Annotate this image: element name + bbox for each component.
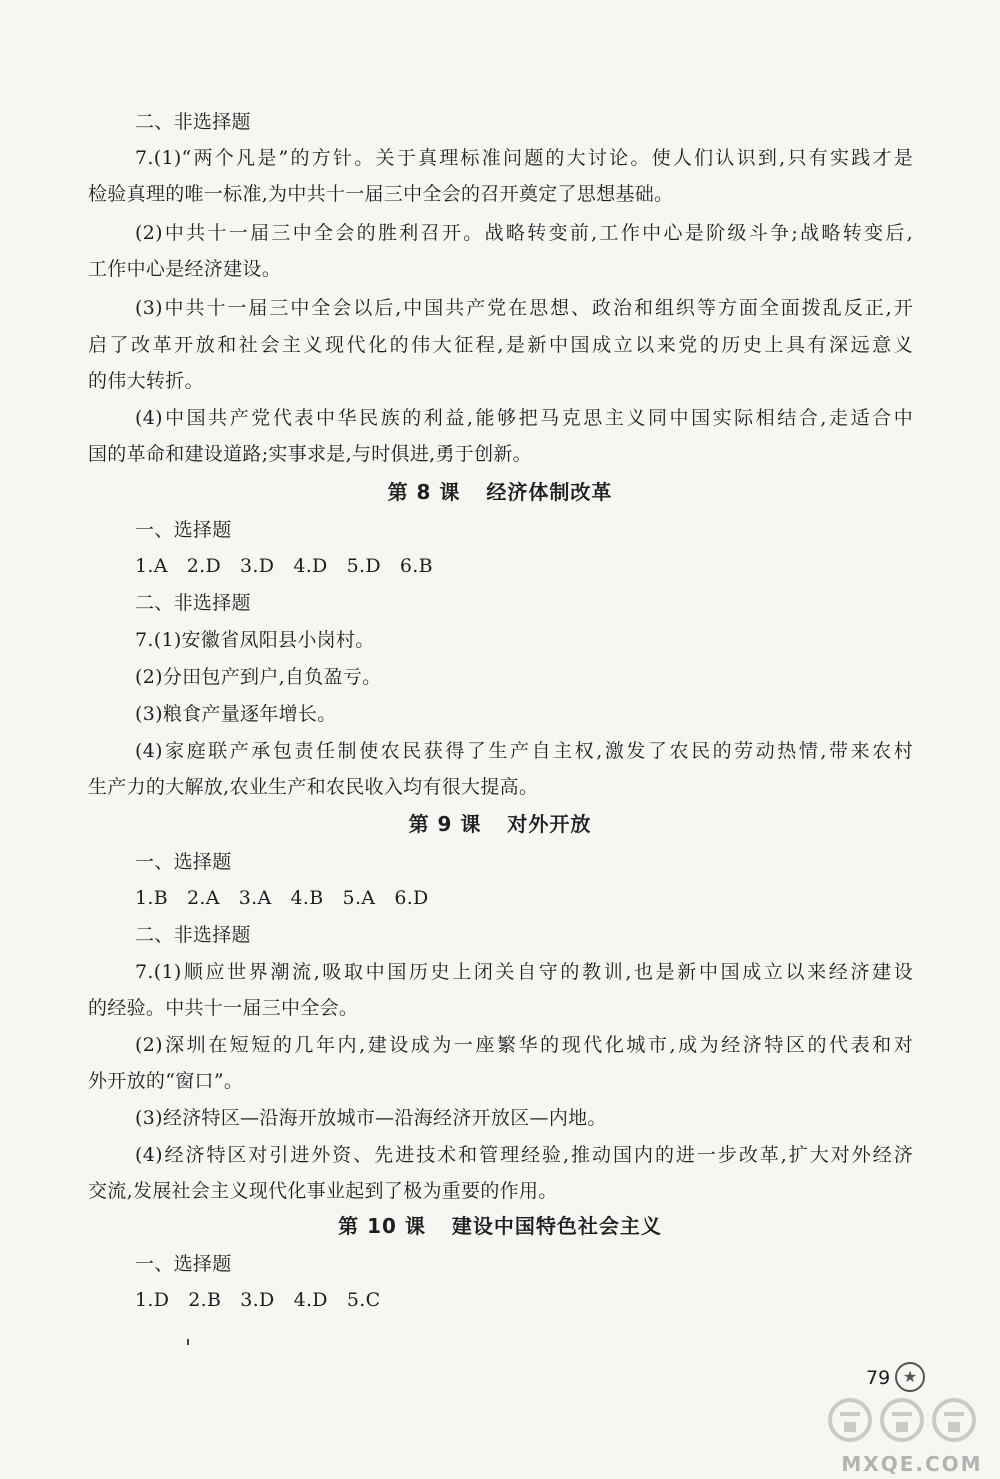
lesson-8-title: 经济体制改革 xyxy=(486,480,613,504)
lesson-9-answer-q7-4-line1: (4)经济特区对引进外资、先进技术和管理经验,推动国内的进一步改革,扩大对外经济 xyxy=(135,1144,913,1166)
answer-q7-1-line2: 检验真理的唯一标准,为中共十一届三中全会的召开奠定了思想基础。 xyxy=(88,183,674,205)
scan-speck xyxy=(187,1339,189,1345)
lesson-9-heading xyxy=(0,811,1000,837)
page-number: 79 xyxy=(866,1367,891,1389)
lesson-9-answer-q7-2-line2: 外开放的“窗口”。 xyxy=(88,1070,244,1092)
lesson-9-answer-q7-1-line2: 的经验。中共十一届三中全会。 xyxy=(88,997,359,1019)
lesson-8-answer-q7-4-line1: (4)家庭联产承包责任制使农民获得了生产自主权,激发了农民的劳动热情,带来农村 xyxy=(135,740,913,762)
lesson-9-choice-label: 一、选择题 xyxy=(135,851,232,873)
lesson-8-heading xyxy=(0,479,1000,505)
lesson-9-nonchoice-label: 二、非选择题 xyxy=(135,924,251,946)
answer-q7-4-line1: (4)中国共产党代表中华民族的利益,能够把马克思主义同中国实际相结合,走适合中 xyxy=(135,407,913,429)
lesson-8-answer-q7-1: 7.(1)安徽省凤阳县小岗村。 xyxy=(135,629,375,651)
lesson-9-answer-q7-2-line1: (2)深圳在短短的几年内,建设成为一座繁华的现代化城市,成为经济特区的代表和对 xyxy=(135,1034,913,1056)
answer-q7-3-line1: (3)中共十一届三中全会以后,中国共产党在思想、政治和组织等方面全面拨乱反正,开 xyxy=(135,297,913,319)
watermark-text: MXQE.COM xyxy=(841,1452,983,1476)
nonchoice-label: 二、非选择题 xyxy=(135,111,251,133)
lesson-10-number: 第 10 课 xyxy=(338,1214,426,1238)
answer-q7-3-line2: 启了改革开放和社会主义现代化的伟大征程,是新中国成立以来党的历史上具有深远意义 xyxy=(88,334,913,356)
lesson-10-heading xyxy=(0,1213,1000,1239)
lesson-9-number: 第 9 课 xyxy=(408,812,482,836)
answer-q7-2-line1: (2)中共十一届三中全会的胜利召开。战略转变前,工作中心是阶级斗争;战略转变后, xyxy=(135,222,913,244)
lesson-8-choice-label: 一、选择题 xyxy=(135,519,232,541)
answer-q7-2-line2: 工作中心是经济建设。 xyxy=(88,258,282,280)
lesson-9-title: 对外开放 xyxy=(507,812,592,836)
lesson-8-answer-q7-3: (3)粮食产量逐年增长。 xyxy=(135,703,337,725)
lesson-9-choice-answers: 1.B 2.A 3.A 4.B 5.A 6.D xyxy=(135,887,429,909)
lesson-10-title: 建设中国特色社会主义 xyxy=(451,1214,662,1238)
lesson-8-answer-q7-2: (2)分田包产到户,自负盈亏。 xyxy=(135,666,382,688)
lesson-10-choice-answers: 1.D 2.B 3.D 4.D 5.C xyxy=(135,1289,381,1311)
answer-q7-1-line1: 7.(1)“两个凡是”的方针。关于真理标准问题的大讨论。使人们认识到,只有实践才是 xyxy=(135,147,913,169)
lesson-8-choice-answers: 1.A 2.D 3.D 4.D 5.D 6.B xyxy=(135,555,433,577)
answer-q7-4-line2: 国的革命和建设道路;实事求是,与时俱进,勇于创新。 xyxy=(88,443,532,465)
star-badge-icon: ★ xyxy=(895,1362,925,1392)
lesson-9-answer-q7-1-line1: 7.(1)顺应世界潮流,吸取中国历史上闭关自守的教训,也是新中国成立以来经济建设 xyxy=(135,961,913,983)
answer-q7-3-line3: 的伟大转折。 xyxy=(88,370,204,392)
lesson-8-nonchoice-label: 二、非选择题 xyxy=(135,592,251,614)
lesson-8-number: 第 8 课 xyxy=(387,480,461,504)
lesson-10-choice-label: 一、选择题 xyxy=(135,1253,232,1275)
lesson-9-answer-q7-3: (3)经济特区—沿海开放城市—沿海经济开放区—内地。 xyxy=(135,1107,607,1129)
lesson-8-answer-q7-4-line2: 生产力的大解放,农业生产和农民收入均有很大提高。 xyxy=(88,776,539,798)
lesson-9-answer-q7-4-line2: 交流,发展社会主义现代化事业起到了极为重要的作用。 xyxy=(88,1180,558,1202)
